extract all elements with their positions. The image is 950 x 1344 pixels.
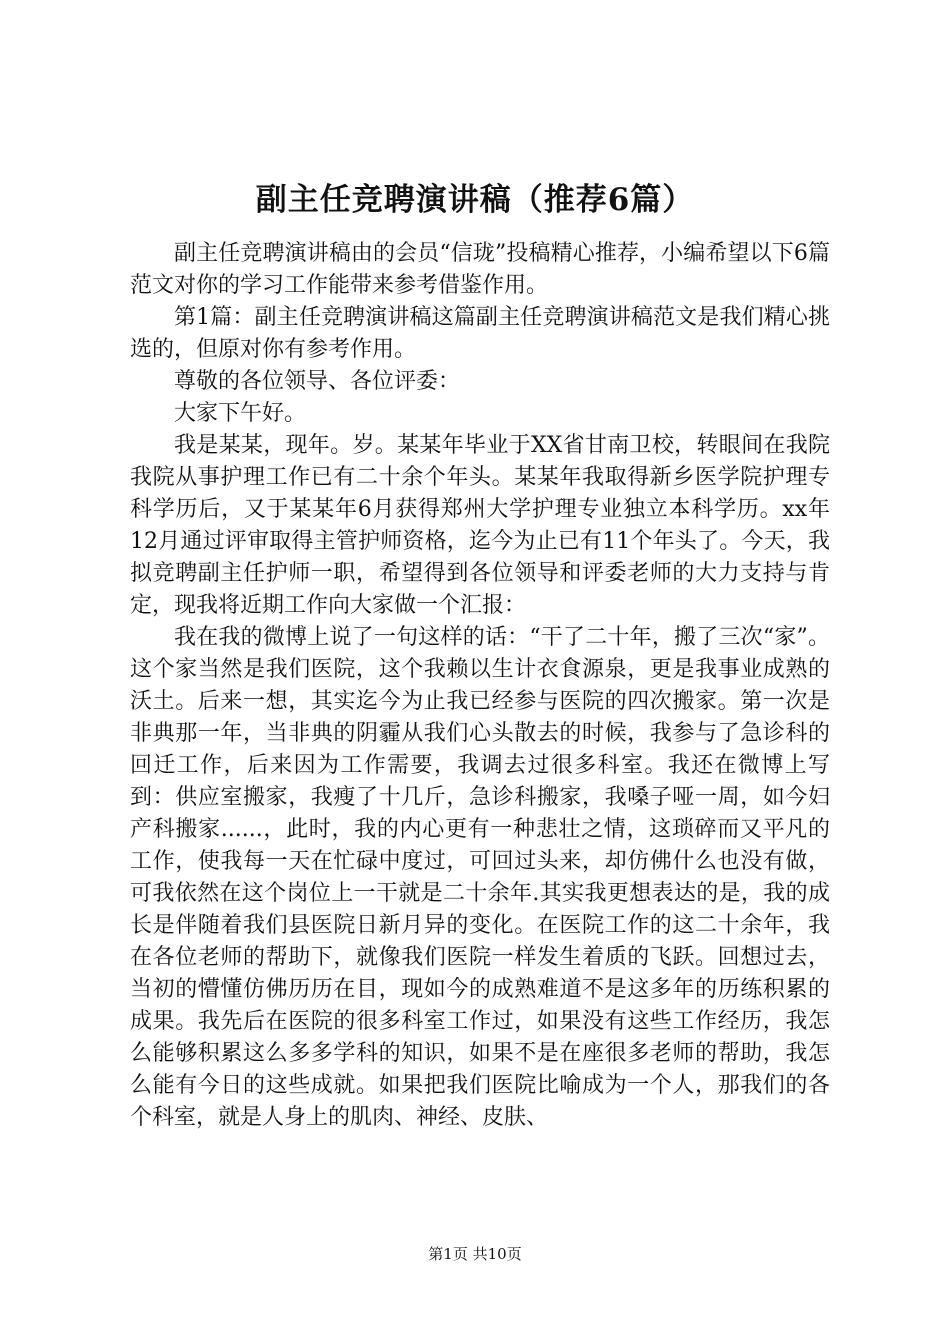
page-number-footer: 第1页 共10页 [428, 1245, 522, 1263]
document-title: 副主任竞聘演讲稿（推荐6篇） [255, 182, 695, 218]
document-body [130, 238, 830, 1134]
paragraph-salutation: 尊敬的各位领导、各位评委： [174, 369, 461, 394]
paragraph-intro: 副主任竞聘演讲稿由的会员“信珑”投稿精心推荐，小编希望以下6篇范文对你的学习工作能带来参考借鉴作用。 [130, 241, 830, 298]
paragraph-greeting: 大家下午好。 [174, 401, 307, 426]
paragraph-chapter-heading: 第1篇：副主任竞聘演讲稿这篇副主任竞聘演讲稿范文是我们精心挑选的，但原对你有参考作用。 [130, 305, 830, 362]
paragraph-self-introduction: 我是某某，现年。岁。某某年毕业于XX省甘南卫校，转眼间在我院我院从事护理工作已有二十余个年头。某某年我取得新乡医学院护理专科学历后，又于某某年6月获得郑州大学护理专业独立本科学历。xx年12月通过评审取得主管护师资格，迄今为止已有11个年头了。今天，我拟竞聘副主任护师一职，希望得到各位领导和评委老师的大力支持与肯定，现我将近期工作向大家做一个汇报： [130, 433, 830, 618]
paragraph-work-history: 我在我的微博上说了一句这样的话：“干了二十年，搬了三次“家”。这个家当然是我们医院，这个我赖以生计衣食源泉，更是我事业成熟的沃土。后来一想，其实迄今为止我已经参与医院的四次搬家。第一次是非典那一年，当非典的阴霾从我们心头散去的时候，我参与了急诊科的回迁工作，后来因为工作需要，我调去过很多科室。我还在微博上写到：供应室搬家，我瘦了十几斤，急诊科搬家，我嗓子哑一周，如今妇产科搬家......，此时，我的内心更有一种悲壮之情，这琐碎而又平凡的工作，使我每一天在忙碌中度过，可回过头来，却仿佛什么也没有做，可我依然在这个岗位上一干就是二十余年.其实我更想表达的是，我的成长是伴随着我们县医院日新月异的变化。在医院工作的这二十余年，我在各位老师的帮助下，就像我们医院一样发生着质的飞跃。回想过去，当初的懵懂仿佛历历在目，现如今的成熟难道不是这多年的历练积累的成果。我先后在医院的很多科室工作过，如果没有这些工作经历，我怎么能够积累这么多多学科的知识，如果不是在座很多老师的帮助，我怎么能有今日的这些成就。如果把我们医院比喻成为一个人，那我们的各个科室，就是人身上的肌肉、神经、皮肤、 [130, 625, 830, 1130]
